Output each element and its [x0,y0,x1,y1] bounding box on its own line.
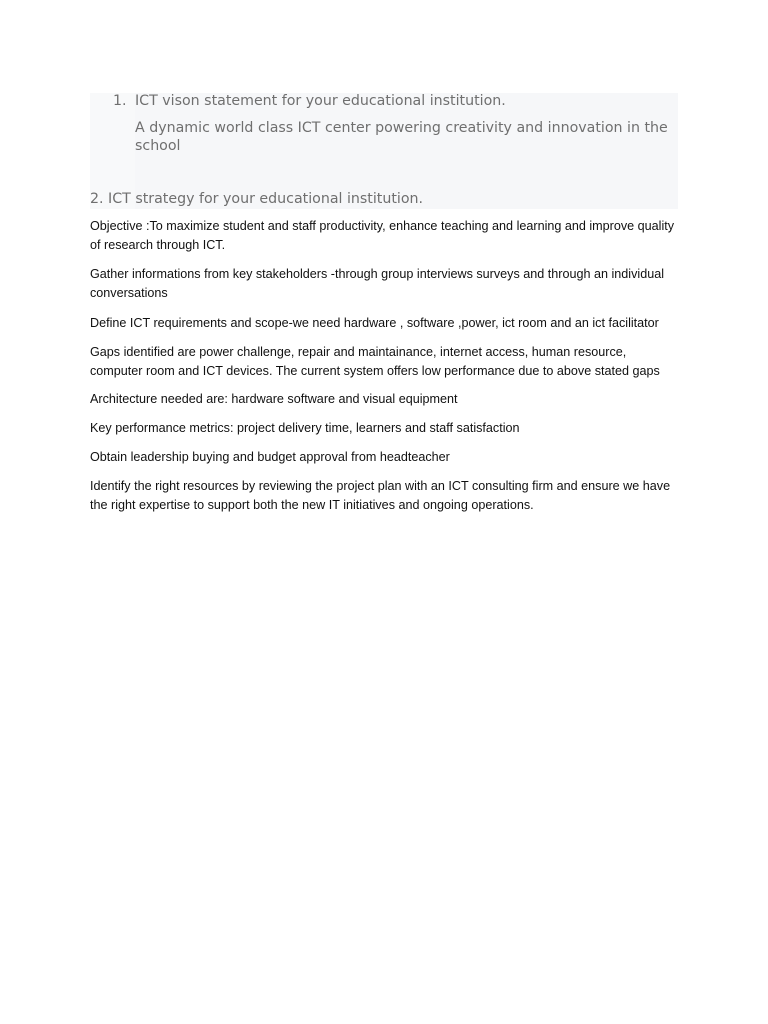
paragraph-leadership: Obtain leadership buying and budget approval from headteacher [90,450,450,464]
vision-statement: A dynamic world class ICT center powering creativity and innovation in the school [135,120,668,154]
list-number: 1. [113,93,127,109]
paragraph-gaps: Gaps identified are power challenge, repair and maintainance, internet access, human resource, computer room and ICT devices. The current system offers low performance due to above stated gaps [90,345,660,378]
paragraph-requirements: Define ICT requirements and scope-we need hardware , software ,power, ict room and an ict facilitator [90,316,659,330]
section-2-heading: 2. ICT strategy for your educational institution. [90,191,424,207]
paragraph-architecture: Architecture needed are: hardware software and visual equipment [90,392,458,406]
paragraph-gather-info: Gather informations from key stakeholders -through group interviews surveys and through an individual conversations [90,267,665,300]
section-1-heading: ICT vison statement for your educational institution. [135,93,506,109]
paragraph-objective: Objective :To maximize student and staff productivity, enhance teaching and learning and improve quality of research through ICT. [90,219,675,252]
paragraph-resources: Identify the right resources by reviewing the project plan with an ICT consulting firm and ensure we have the right expertise to support both the new IT initiatives and ongoing operations. [90,479,671,512]
paragraph-metrics: Key performance metrics: project delivery time, learners and staff satisfaction [90,421,520,435]
